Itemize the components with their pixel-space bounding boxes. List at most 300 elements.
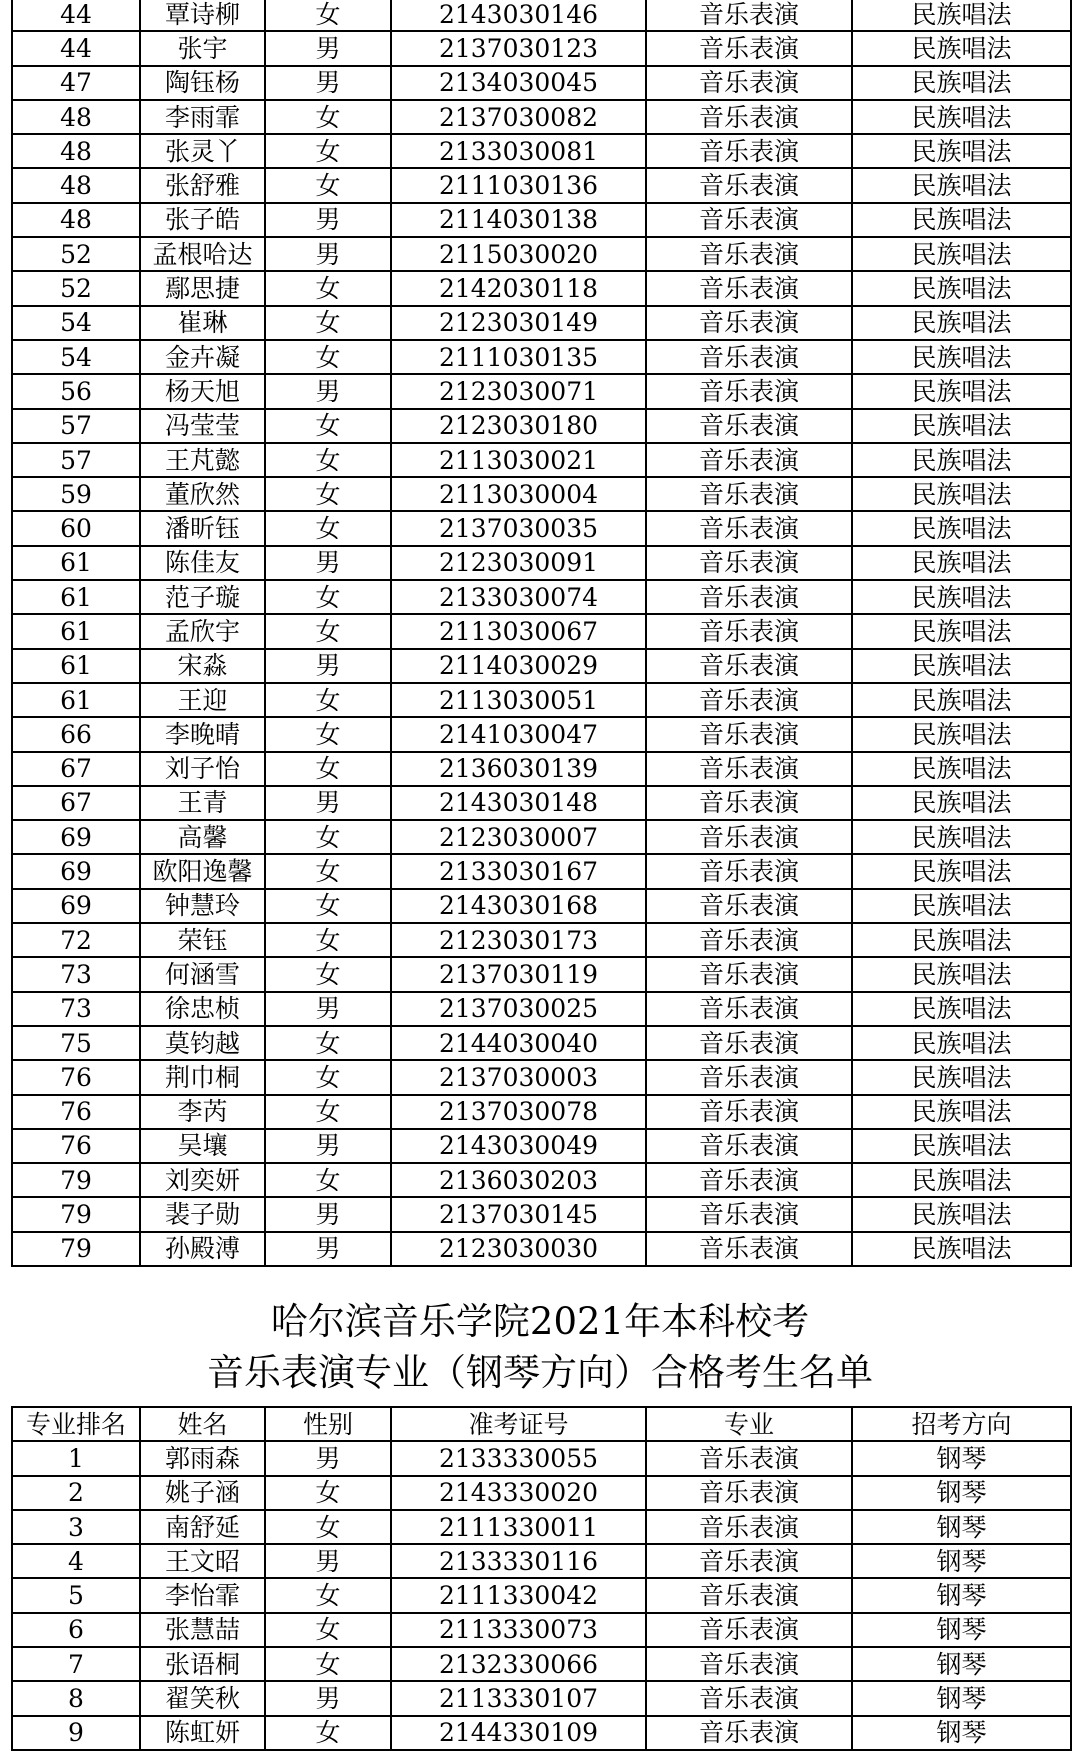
exam-id-cell: 2133030167 [391,854,646,888]
table-row [12,1578,1071,1612]
exam-id-cell: 2113330073 [391,1613,646,1647]
name-cell: 张灵丫 [140,134,265,168]
table-row [12,1544,1071,1578]
gender-cell: 女 [265,614,391,648]
exam-id-cell: 2113030051 [391,683,646,717]
table-row [12,923,1071,957]
major-cell: 音乐表演 [646,1163,852,1197]
exam-id-cell: 2111030136 [391,168,646,202]
major-cell: 音乐表演 [646,306,852,340]
direction-cell: 民族唱法 [852,889,1071,923]
table-row [12,1510,1071,1544]
rank-cell: 4 [12,1544,140,1578]
direction-cell: 民族唱法 [852,992,1071,1026]
gender-cell: 女 [265,1647,391,1681]
direction-cell: 民族唱法 [852,306,1071,340]
table-row [12,854,1071,888]
direction-cell: 钢琴 [852,1613,1071,1647]
gender-cell: 女 [265,1716,391,1750]
gender-cell: 男 [265,66,391,100]
gender-cell: 女 [265,1578,391,1612]
direction-cell: 钢琴 [852,1441,1071,1475]
document-title-line1: 哈尔滨音乐学院2021年本科校考 [270,1300,810,1343]
gender-cell: 男 [265,1129,391,1163]
major-cell: 音乐表演 [646,1476,852,1510]
gender-cell: 男 [265,374,391,408]
major-cell: 音乐表演 [646,1613,852,1647]
major-cell: 音乐表演 [646,1716,852,1750]
rank-cell: 2 [12,1476,140,1510]
table-row [12,168,1071,202]
exam-id-cell: 2132330066 [391,1647,646,1681]
direction-cell: 民族唱法 [852,477,1071,511]
gender-cell: 女 [265,717,391,751]
exam-id-cell: 2137030123 [391,31,646,65]
gender-cell: 男 [265,1197,391,1231]
rank-cell: 76 [12,1129,140,1163]
exam-id-cell: 2133330055 [391,1441,646,1475]
rank-cell: 57 [12,443,140,477]
name-cell: 宋淼 [140,649,265,683]
direction-cell: 民族唱法 [852,1129,1071,1163]
table-header-row [12,1407,1071,1441]
name-cell: 何涵雪 [140,957,265,991]
direction-cell: 钢琴 [852,1716,1071,1750]
table-row [12,134,1071,168]
table-row [12,717,1071,751]
table-row [12,237,1071,271]
exam-id-cell: 2113030067 [391,614,646,648]
exam-id-cell: 2136030203 [391,1163,646,1197]
major-cell: 音乐表演 [646,957,852,991]
direction-cell: 民族唱法 [852,957,1071,991]
name-cell: 金卉凝 [140,340,265,374]
gender-cell: 女 [265,100,391,134]
exam-id-cell: 2137030003 [391,1060,646,1094]
rank-cell: 67 [12,752,140,786]
gender-cell: 女 [265,340,391,374]
name-cell: 王芃懿 [140,443,265,477]
direction-cell: 民族唱法 [852,374,1071,408]
direction-cell: 钢琴 [852,1647,1071,1681]
gender-cell: 女 [265,1476,391,1510]
exam-id-cell: 2134030045 [391,66,646,100]
name-cell: 张语桐 [140,1647,265,1681]
rank-cell: 1 [12,1441,140,1475]
table-row [12,889,1071,923]
name-cell: 高馨 [140,820,265,854]
exam-id-cell: 2133030081 [391,134,646,168]
gender-cell: 女 [265,134,391,168]
major-cell: 音乐表演 [646,752,852,786]
gender-cell: 女 [265,511,391,545]
table-row [12,0,1071,31]
major-cell: 音乐表演 [646,134,852,168]
name-cell: 王青 [140,786,265,820]
major-cell: 音乐表演 [646,1510,852,1544]
rank-cell: 6 [12,1613,140,1647]
exam-id-cell: 2111330011 [391,1510,646,1544]
rank-cell: 79 [12,1163,140,1197]
major-cell: 音乐表演 [646,1197,852,1231]
exam-id-cell: 2143330020 [391,1476,646,1510]
gender-cell: 女 [265,1510,391,1544]
major-cell: 音乐表演 [646,992,852,1026]
direction-cell: 民族唱法 [852,271,1071,305]
rank-cell: 9 [12,1716,140,1750]
direction-cell: 民族唱法 [852,0,1071,31]
exam-id-cell: 2137030082 [391,100,646,134]
gender-cell: 女 [265,923,391,957]
gender-cell: 女 [265,271,391,305]
direction-cell: 民族唱法 [852,649,1071,683]
direction-cell: 民族唱法 [852,1163,1071,1197]
table-row [12,820,1071,854]
major-cell: 音乐表演 [646,409,852,443]
gender-cell: 女 [265,820,391,854]
gender-cell: 女 [265,752,391,786]
gender-cell: 女 [265,306,391,340]
vocal-results-body [12,0,1071,1266]
direction-cell: 民族唱法 [852,1060,1071,1094]
table-row [12,443,1071,477]
direction-cell: 民族唱法 [852,546,1071,580]
name-cell: 王文昭 [140,1544,265,1578]
rank-cell: 61 [12,683,140,717]
table-row [12,992,1071,1026]
table-row [12,546,1071,580]
table-row [12,511,1071,545]
name-cell: 孙殿溥 [140,1232,265,1266]
rank-cell: 48 [12,134,140,168]
header-name: 姓名 [140,1407,265,1441]
exam-id-cell: 2143030049 [391,1129,646,1163]
rank-cell: 8 [12,1681,140,1715]
exam-id-cell: 2144330109 [391,1716,646,1750]
table-row [12,374,1071,408]
exam-id-cell: 2114030029 [391,649,646,683]
direction-cell: 民族唱法 [852,511,1071,545]
rank-cell: 76 [12,1095,140,1129]
direction-cell: 民族唱法 [852,614,1071,648]
direction-cell: 民族唱法 [852,409,1071,443]
vocal-results-table [11,0,1072,1267]
table-row [12,306,1071,340]
table-row [12,271,1071,305]
direction-cell: 钢琴 [852,1578,1071,1612]
header-gender: 性别 [265,1407,391,1441]
rank-cell: 57 [12,409,140,443]
major-cell: 音乐表演 [646,1095,852,1129]
gender-cell: 女 [265,580,391,614]
name-cell: 陶钰杨 [140,66,265,100]
direction-cell: 民族唱法 [852,100,1071,134]
gender-cell: 男 [265,1544,391,1578]
name-cell: 冯莹莹 [140,409,265,443]
table-row [12,1476,1071,1510]
name-cell: 潘昕钰 [140,511,265,545]
exam-id-cell: 2143030168 [391,889,646,923]
direction-cell: 民族唱法 [852,203,1071,237]
name-cell: 李晚晴 [140,717,265,751]
major-cell: 音乐表演 [646,271,852,305]
exam-id-cell: 2136030139 [391,752,646,786]
major-cell: 音乐表演 [646,854,852,888]
direction-cell: 民族唱法 [852,1197,1071,1231]
exam-id-cell: 2137030035 [391,511,646,545]
rank-cell: 61 [12,614,140,648]
rank-cell: 3 [12,1510,140,1544]
exam-id-cell: 2143030146 [391,0,646,31]
table-row [12,1647,1071,1681]
direction-cell: 民族唱法 [852,854,1071,888]
gender-cell: 男 [265,649,391,683]
name-cell: 荆巾桐 [140,1060,265,1094]
table-row [12,1613,1071,1647]
rank-cell: 48 [12,168,140,202]
table-row [12,786,1071,820]
major-cell: 音乐表演 [646,1441,852,1475]
name-cell: 裴子勋 [140,1197,265,1231]
piano-results-body [12,1441,1071,1750]
rank-cell: 79 [12,1197,140,1231]
gender-cell: 女 [265,1026,391,1060]
major-cell: 音乐表演 [646,1578,852,1612]
name-cell: 陈佳友 [140,546,265,580]
major-cell: 音乐表演 [646,203,852,237]
table-row [12,1163,1071,1197]
name-cell: 南舒延 [140,1510,265,1544]
table-row [12,614,1071,648]
rank-cell: 66 [12,717,140,751]
major-cell: 音乐表演 [646,1129,852,1163]
rank-cell: 73 [12,992,140,1026]
table-row [12,340,1071,374]
piano-results-table [11,1406,1072,1751]
name-cell: 孟根哈达 [140,237,265,271]
major-cell: 音乐表演 [646,477,852,511]
direction-cell: 民族唱法 [852,168,1071,202]
exam-id-cell: 2137030119 [391,957,646,991]
gender-cell: 男 [265,203,391,237]
direction-cell: 钢琴 [852,1476,1071,1510]
major-cell: 音乐表演 [646,1232,852,1266]
name-cell: 钟慧玲 [140,889,265,923]
major-cell: 音乐表演 [646,614,852,648]
name-cell: 张慧喆 [140,1613,265,1647]
major-cell: 音乐表演 [646,889,852,923]
direction-cell: 民族唱法 [852,683,1071,717]
gender-cell: 女 [265,409,391,443]
table-row [12,580,1071,614]
table-row [12,1716,1071,1750]
header-exam-id: 准考证号 [391,1407,646,1441]
rank-cell: 61 [12,546,140,580]
gender-cell: 女 [265,0,391,31]
table-row [12,1095,1071,1129]
gender-cell: 男 [265,546,391,580]
rank-cell: 59 [12,477,140,511]
direction-cell: 民族唱法 [852,820,1071,854]
table-row [12,649,1071,683]
major-cell: 音乐表演 [646,717,852,751]
major-cell: 音乐表演 [646,649,852,683]
rank-cell: 69 [12,889,140,923]
rank-cell: 61 [12,649,140,683]
rank-cell: 75 [12,1026,140,1060]
rank-cell: 48 [12,203,140,237]
table-row [12,1441,1071,1475]
major-cell: 音乐表演 [646,1647,852,1681]
gender-cell: 女 [265,168,391,202]
table-row [12,957,1071,991]
name-cell: 郭雨森 [140,1441,265,1475]
table-row [12,409,1071,443]
exam-id-cell: 2137030145 [391,1197,646,1231]
gender-cell: 男 [265,1232,391,1266]
table-row [12,203,1071,237]
direction-cell: 民族唱法 [852,237,1071,271]
exam-id-cell: 2111330042 [391,1578,646,1612]
exam-id-cell: 2113030021 [391,443,646,477]
rank-cell: 48 [12,100,140,134]
direction-cell: 民族唱法 [852,786,1071,820]
direction-cell: 民族唱法 [852,66,1071,100]
exam-id-cell: 2115030020 [391,237,646,271]
major-cell: 音乐表演 [646,923,852,957]
gender-cell: 女 [265,477,391,511]
rank-cell: 52 [12,271,140,305]
direction-cell: 民族唱法 [852,752,1071,786]
gender-cell: 女 [265,683,391,717]
exam-id-cell: 2123030180 [391,409,646,443]
exam-id-cell: 2141030047 [391,717,646,751]
gender-cell: 女 [265,1163,391,1197]
rank-cell: 5 [12,1578,140,1612]
name-cell: 翟笑秋 [140,1681,265,1715]
table-row [12,683,1071,717]
table-row [12,66,1071,100]
table-row [12,752,1071,786]
exam-id-cell: 2144030040 [391,1026,646,1060]
table-row [12,477,1071,511]
name-cell: 欧阳逸馨 [140,854,265,888]
major-cell: 音乐表演 [646,374,852,408]
name-cell: 张宇 [140,31,265,65]
major-cell: 音乐表演 [646,168,852,202]
direction-cell: 民族唱法 [852,1026,1071,1060]
name-cell: 莫钧越 [140,1026,265,1060]
table-row [12,1232,1071,1266]
exam-id-cell: 2113030004 [391,477,646,511]
table-row [12,100,1071,134]
name-cell: 覃诗柳 [140,0,265,31]
gender-cell: 男 [265,1441,391,1475]
header-rank: 专业排名 [12,1407,140,1441]
rank-cell: 54 [12,306,140,340]
gender-cell: 男 [265,237,391,271]
major-cell: 音乐表演 [646,786,852,820]
exam-id-cell: 2123030030 [391,1232,646,1266]
exam-id-cell: 2123030091 [391,546,646,580]
rank-cell: 44 [12,0,140,31]
table-row [12,1060,1071,1094]
name-cell: 姚子涵 [140,1476,265,1510]
name-cell: 范子璇 [140,580,265,614]
name-cell: 李芮 [140,1095,265,1129]
direction-cell: 民族唱法 [852,717,1071,751]
major-cell: 音乐表演 [646,66,852,100]
header-direction: 招考方向 [852,1407,1071,1441]
major-cell: 音乐表演 [646,1681,852,1715]
table-row [12,1026,1071,1060]
name-cell: 孟欣宇 [140,614,265,648]
major-cell: 音乐表演 [646,237,852,271]
name-cell: 李雨霏 [140,100,265,134]
rank-cell: 56 [12,374,140,408]
rank-cell: 67 [12,786,140,820]
exam-id-cell: 2142030118 [391,271,646,305]
exam-id-cell: 2143030148 [391,786,646,820]
exam-id-cell: 2111030135 [391,340,646,374]
exam-id-cell: 2123030173 [391,923,646,957]
rank-cell: 44 [12,31,140,65]
direction-cell: 民族唱法 [852,134,1071,168]
gender-cell: 女 [265,1613,391,1647]
gender-cell: 女 [265,443,391,477]
major-cell: 音乐表演 [646,31,852,65]
rank-cell: 61 [12,580,140,614]
exam-id-cell: 2114030138 [391,203,646,237]
major-cell: 音乐表演 [646,0,852,31]
major-cell: 音乐表演 [646,1026,852,1060]
direction-cell: 钢琴 [852,1681,1071,1715]
name-cell: 吴壤 [140,1129,265,1163]
table-row [12,1129,1071,1163]
rank-cell: 54 [12,340,140,374]
direction-cell: 民族唱法 [852,340,1071,374]
gender-cell: 女 [265,854,391,888]
direction-cell: 民族唱法 [852,31,1071,65]
rank-cell: 72 [12,923,140,957]
major-cell: 音乐表演 [646,511,852,545]
rank-cell: 7 [12,1647,140,1681]
rank-cell: 76 [12,1060,140,1094]
exam-id-cell: 2123030007 [391,820,646,854]
name-cell: 李怡霏 [140,1578,265,1612]
name-cell: 王迎 [140,683,265,717]
gender-cell: 女 [265,1060,391,1094]
exam-id-cell: 2113330107 [391,1681,646,1715]
major-cell: 音乐表演 [646,100,852,134]
exam-id-cell: 2137030025 [391,992,646,1026]
gender-cell: 男 [265,31,391,65]
major-cell: 音乐表演 [646,683,852,717]
rank-cell: 69 [12,820,140,854]
direction-cell: 民族唱法 [852,580,1071,614]
major-cell: 音乐表演 [646,580,852,614]
exam-id-cell: 2123030071 [391,374,646,408]
direction-cell: 民族唱法 [852,923,1071,957]
exam-id-cell: 2133330116 [391,1544,646,1578]
gender-cell: 男 [265,786,391,820]
major-cell: 音乐表演 [646,1544,852,1578]
name-cell: 董欣然 [140,477,265,511]
table-row [12,31,1071,65]
name-cell: 崔琳 [140,306,265,340]
major-cell: 音乐表演 [646,340,852,374]
direction-cell: 钢琴 [852,1510,1071,1544]
